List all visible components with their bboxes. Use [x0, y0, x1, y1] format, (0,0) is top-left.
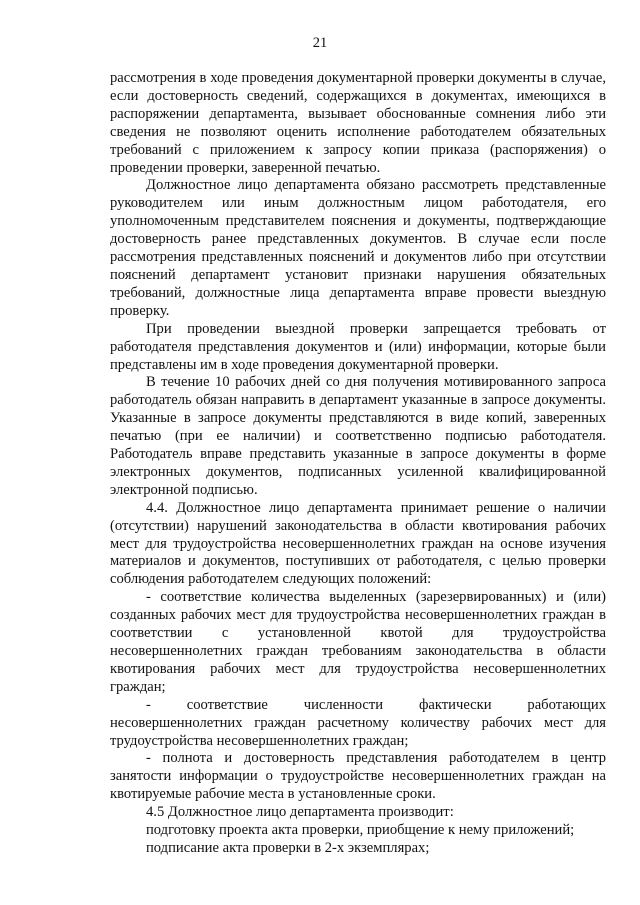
list-item-reporting-completeness: - полнота и достоверность представления работодателем в центр занятости информации о трудоустройстве несовершеннолетних граждан на квотируемые рабочие места в установленные сроки. [110, 750, 606, 803]
document-body [110, 70, 606, 858]
paragraph-onsite-inspection-prohibition: При проведении выездной проверки запрещается требовать от работодателя представления документов и (или) информации, которые были представлены им в ходе проведения документарной проверки. [110, 320, 606, 373]
paragraph-official-review-duty: Должностное лицо департамента обязано рассмотреть представленные руководителем или иным должностным лицом работодателя, его уполномоченным представителем пояснения и документы, подтверждающие достоверность ранее представленных документов. В случае если после рассмотрения представленных пояснений и документов либо при отсутствии пояснений департамент установит признаки нарушения обязательных требований, должностные лица департамента вправе провести выездную проверку. [110, 177, 606, 319]
list-item-headcount-compliance: - соответствие численности фактически работающих несовершеннолетних граждан расчетному количеству рабочих мест для трудоустройства несовершеннолетних граждан; [110, 696, 606, 749]
paragraph-act-signing: подписание акта проверки в 2-х экземплярах; [146, 839, 430, 856]
paragraph-section-4-5: 4.5 Должностное лицо департамента производит: [146, 804, 454, 821]
paragraph-section-4-4: 4.4. Должностное лицо департамента принимает решение о наличии (отсутствии) нарушений законодательства в области квотирования рабочих мест для трудоустройства несовершеннолетних граждан на основе изучения материалов и документов, поступивших от работодателя, с целью проверки соблюдения работодателем следующих положений: [110, 499, 606, 588]
paragraph-act-draft-preparation: подготовку проекта акта проверки, приобщение к нему приложений; [146, 822, 575, 839]
page-number: 21 [312, 35, 328, 51]
list-item-quota-compliance: - соответствие количества выделенных (зарезервированных) и (или) созданных рабочих мест для трудоустройства несовершеннолетних граждан в соответствии с установленной квотой для трудоустройства несовершеннолетних граждан требованиям законодательства в области квотирования рабочих мест для трудоустройства несовершеннолетних граждан; [110, 589, 606, 695]
paragraph-document-request-continuation: рассмотрения в ходе проведения документарной проверки документы в случае, если достоверность сведений, содержащихся в документах, имеющихся в распоряжении департамента, вызывает обоснованные сомнения либо эти сведения не позволяют оценить исполнение работодателем обязательных требований с приложением к запросу копии приказа (распоряжения) о проведении проверки, заверенной печатью. [110, 70, 606, 176]
paragraph-ten-day-deadline: В течение 10 рабочих дней со дня получения мотивированного запроса работодатель обязан направить в департамент указанные в запросе документы. Указанные в запросе документы представляются в виде копий, заверенных печатью (при ее наличии) и соответственно подписью работодателя. Работодатель вправе представить указанные в запросе документы в форме электронных документов, подписанных усиленной квалифицированной электронной подписью. [110, 374, 606, 498]
